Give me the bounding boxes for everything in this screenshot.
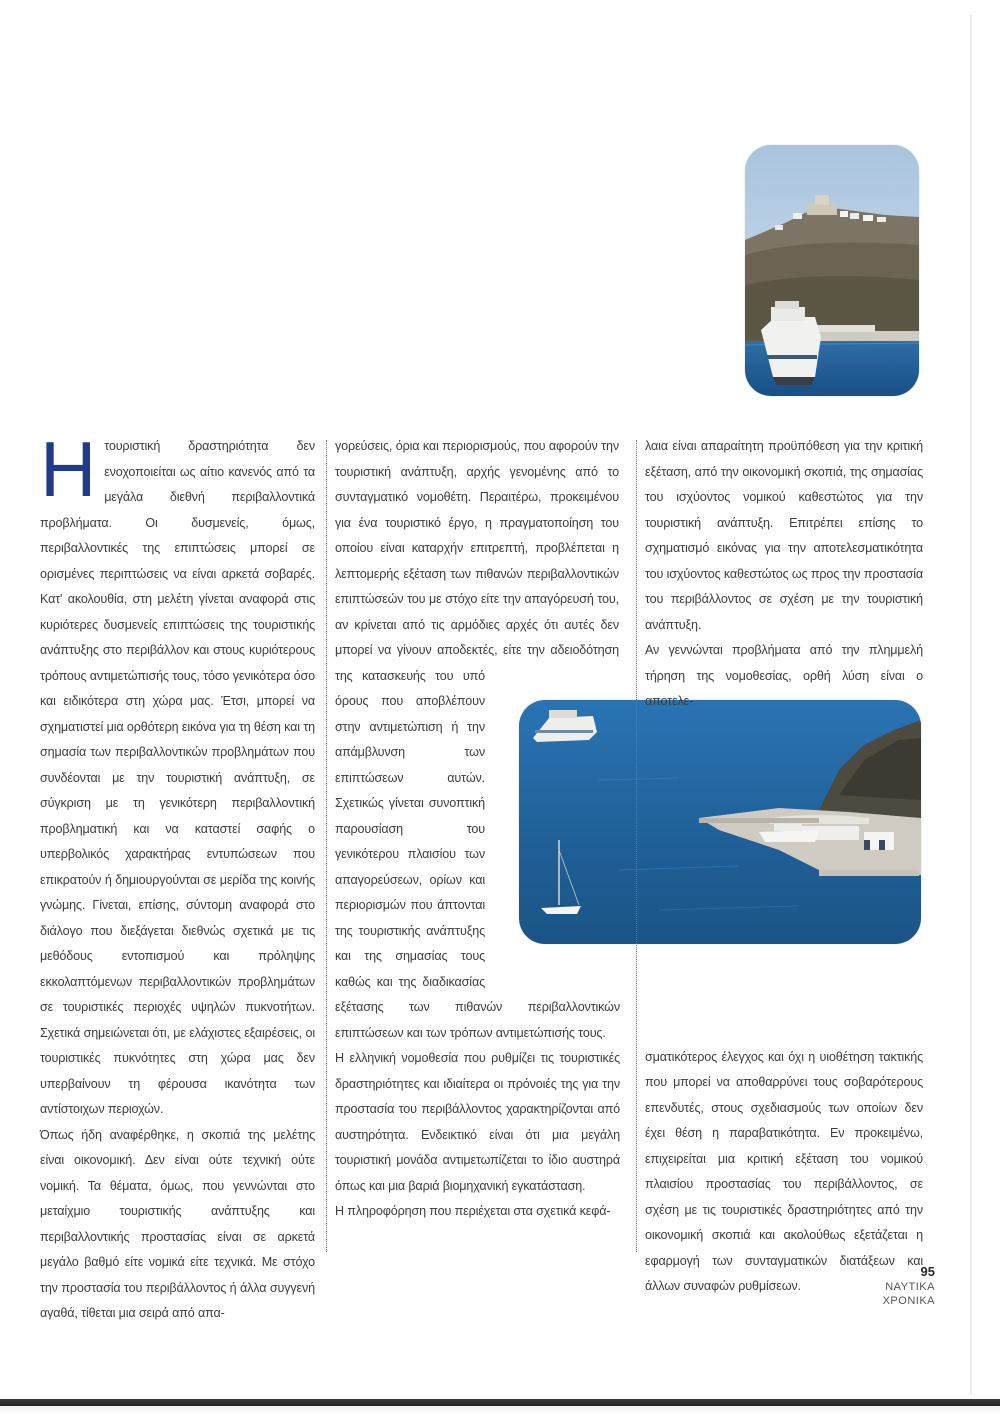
page-number: 95: [920, 1264, 935, 1279]
magazine-name-line-1: ΝΑΥΤΙΚΑ: [885, 1281, 935, 1293]
drop-cap: Η: [40, 425, 97, 513]
magazine-name-line-2: ΧΡΟΝΙΚΑ: [882, 1295, 935, 1307]
wrap-spacer: [485, 676, 620, 976]
wrap-spacer: [619, 434, 620, 676]
article-column-2: [335, 434, 620, 1225]
column-divider: [326, 440, 327, 1252]
page-edge: [970, 15, 972, 1395]
article-column-3: [645, 434, 923, 1300]
paragraph: Η ελληνική νομοθεσία που ρυθμίζει τις τουριστικές δραστηριότητες και ιδιαίτερα οι πρόνοιές της για την προστασία του περιβάλλοντος χαρακτηρίζονται από αυστηρότητα. Ενδεικτικό είναι ότι μια μεγάλη τουριστική μονάδα αντιμετωπίζεται το ίδιο αυστηρά όπως και μια βαριά βιομηχανική εγκατάσταση.: [335, 1051, 620, 1193]
paragraph: λαια είναι απαραίτητη προϋπόθεση για την κριτική εξέταση, από την οικονομική σκοπιά, της σημασίας του ισχύοντος νομικού καθεστώτος για την τουριστική ανάπτυξη. Επιτρέπει επίσης το σχηματισμό εικόνας για την αποτελεσματικότητα του ισχύοντος καθεστώτος ως προς την προστασία του περιβάλλοντος σε σχέση με την τουριστική ανάπτυξη.: [645, 439, 923, 632]
harbor-town-photo: [745, 145, 919, 396]
paragraph: Όπως ήδη αναφέρθηκε, η σκοπιά της μελέτης είναι οικονομική. Δεν είναι ούτε τεχνική ούτε νομική. Τα θέματα, όμως, που γεννώνται στο μεταίχμιο τουριστικής ανάπτυξης και περιβαλλοντικής προστασίας είναι σε αρκετά μεγάλο βαθμό είτε νομικά είτε τεχνικά. Με στόχο την προστασία του περιβάλλοντος ή άλλα συγγενή αγαθά, τίθεται μια σειρά από απα-: [40, 1127, 315, 1320]
paragraph: τουριστική δραστηριότητα δεν ενοχοποιείται ως αίτιο κανενός από τα μεγάλα διεθνή περιβαλλοντικά προβλήματα. Οι δυσμενείς, όμως, περιβαλλοντικές της επιπτώσεις μπορεί σε ορισμένες περιπτώσεις να είναι αρκετά σοβαρές. Κατ' ακολουθία, στη μελέτη γίνεται αναφορά στις κυριότερες δυσμενείς επιπτώσεις της τουριστικής ανάπτυξης στο περιβάλλον και στους κυριότερους τρόπους αντιμετώπισής τους, τόσο γενικότερα όσο και ειδικότερα στη χώρα μας. Έτσι, μπορεί να σχηματιστεί μια ορθότερη εικόνα για τη θέση και τη σημασία των περιβαλλοντικών προβλημάτων που συνδέονται με την τουριστική ανάπτυξη, σε σύγκριση με τη γενικότερη περιβαλλοντική προβληματική και να καταστεί σαφής ο υπερβολικός χαρακτήρας εντυπώσεων που επικρατούν ή δημιουργούνται σε μερίδα της κοινής γνώμης. Γίνεται, επίσης, σύντομη αναφορά στο διάλογο που διεξάγεται διεθνώς σχετικά με τις μεθόδους εντοπισμού και πρόληψης εκκολαπτόμενων περιβαλλοντικών προβλημάτων σε τουριστικές περιοχές υψηλών πυκνοτήτων. Σχετικά σημειώνεται ότι, με ελάχιστες εξαιρέσεις, οι τουριστικές πυκνότητες στη χώρα μας δεν υπερβαίνουν τη φέρουσα ικανότητα των αντίστοιχων περιοχών.: [40, 439, 315, 1116]
paragraph: Αν γεννώνται προβλήματα από την πλημμελή τήρηση της νομοθεσίας, ορθή λύση είναι ο αποτελε-: [645, 643, 923, 708]
image-gap: [645, 715, 923, 1045]
scan-bottom-edge: [0, 1396, 1000, 1414]
article-column-1: [40, 425, 315, 1327]
paragraph: Η πληροφόρηση που περιέχεται στα σχετικά κεφά-: [335, 1204, 611, 1218]
paragraph: σματικότερος έλεγχος και όχι η υιοθέτηση τακτικής που μπορεί να αποθαρρύνει τους σοβαρότερους επενδυτές, στους σχεδιασμούς των οποίων δεν έχει θέση η παραβατικότητα. Εν προκειμένω, επιχειρείται μια κριτική εξέταση του νομικού πλαισίου προστασίας του περιβάλλοντος, σε σχέση με τις τουριστικές δραστηριότητες από την οικονομική σκοπιά και ακολούθως εξετάζεται η εφαρμογή των συνταγματικών διατάξεων και άλλων συναφών ρυθμίσεων.: [645, 1049, 923, 1293]
paragraph: γορεύσεις, όρια και περιορισμούς, που αφορούν την τουριστική ανάπτυξη, αρχής γενομένης από το συνταγματικό νομοθέτη. Περαιτέρω, προκειμένου για ένα τουριστικό έργο, η πραγματοποίηση του οποίου είναι καταρχήν επιτρεπτή, προβλέπεται η λεπτομερής εξέταση των πιθανών περιβαλλοντικών επιπτώσεών του με στόχο είτε την απαγόρευσή του, αν κρίνεται από τις αρμόδιες αρχές ότι αυτές δεν μπορεί να γίνουν αποδεκτές, είτε την αδειοδότηση της κατασκευής του υπό όρους που αποβλέπουν στην αντιμετώπιση ή την απάμβλυνση των επιπτώσεων αυτών. Σχετικώς γίνεται συνοπτική παρουσίαση του γενικότερου πλαισίου των απαγορεύσεων, ορίων και περιορισμών που άπτονται της τουριστικής ανάπτυξης και της σημασίας τους καθώς και της διαδικασίας εξέτασης των πιθανών περιβαλλοντικών επιπτώσεων και των τρόπων αντιμετώπισής τους.: [335, 439, 620, 1040]
column-divider: [636, 440, 637, 1252]
